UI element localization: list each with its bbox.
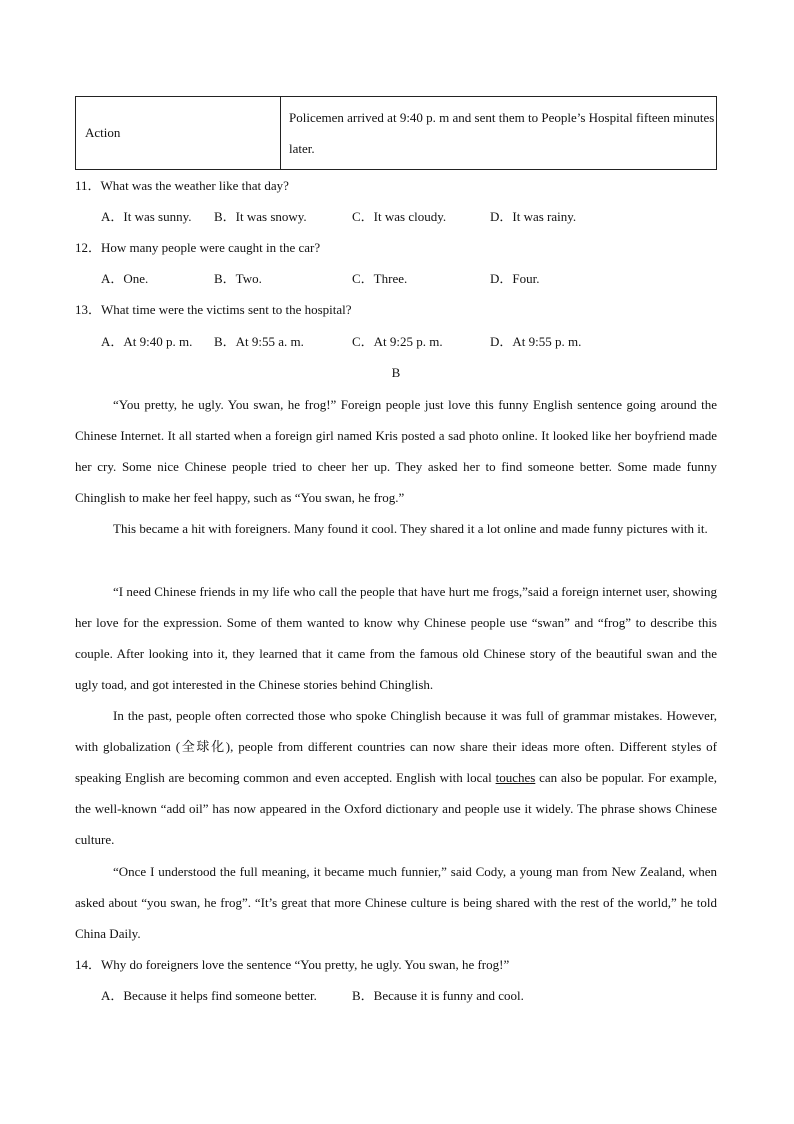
underlined-word: touches [495,770,536,786]
question-text: How many people were caught in the car? [101,240,321,255]
option-12-d: D．Four. [490,271,540,286]
option-11-a: A．It was sunny. [101,209,192,224]
passage-paragraph-2: This became a hit with foreigners. Many found it cool. They shared it a lot online and made funny pictures with it. [113,521,708,536]
passage-paragraph-4 [75,700,717,855]
option-13-a: A．At 9:40 p. m. [101,334,193,349]
question-13 [75,302,717,318]
question-11 [75,178,717,194]
option-12-b: B．Two. [214,271,262,286]
option-11-d: D．It was rainy. [490,209,577,224]
question-text: What time were the victims sent to the hospital? [101,302,352,317]
info-table [75,96,717,170]
passage-paragraph-5: “Once I understood the full meaning, it became much funnier,” said Cody, a young man from New Zealand, when asked about “you swan, he frog”. “It’s great that more Chinese culture is being shared with the rest of the world,” he told China Daily. [75,864,717,942]
option-13-c: C．At 9:25 p. m. [352,334,443,349]
question-14 [75,957,717,973]
paragraph-text: In the past, people often corrected those who spoke Chinglish because it was full of grammar mistakes. However, with globalization (全球化), people from different countries can now share their ideas more often. Different styles of speaking English are becoming common and even accepted. English with local [75,708,717,786]
table-label-cell: Action [76,97,281,170]
question-number: 11． [75,178,101,193]
question-number: 13． [75,302,102,317]
question-number: 12． [75,240,102,255]
table-row [76,97,717,170]
question-text: Why do foreigners love the sentence “You pretty, he ugly. You swan, he frog!” [101,957,510,972]
option-14-b: B．Because it is funny and cool. [352,988,524,1003]
option-11-c: C．It was cloudy. [352,209,447,224]
option-12-c: C．Three. [352,271,408,286]
section-heading: B [391,365,401,380]
paragraph-text: can also be popular. For example, the well-known “add oil” has now appeared in the Oxford dictionary and people use it widely. The phrase shows Chinese culture. [75,770,718,848]
option-14-a: A．Because it helps find someone better. [101,988,317,1003]
option-13-d: D．At 9:55 p. m. [490,334,582,349]
passage-paragraph-3: “I need Chinese friends in my life who call the people that have hurt me frogs,”said a foreign internet user, showing her love for the expression. Some of them wanted to know why Chinese people use “swan” and “frog” to describe this couple. After looking into it, they learned that it came from the famous old Chinese story of the beautiful swan and the ugly toad, and got interested in the Chinese stories behind Chinglish. [75,584,717,693]
question-number: 14． [75,957,102,972]
passage-paragraph-1: “You pretty, he ugly. You swan, he frog!” Foreign people just love this funny English sentence going around the Chinese Internet. It all started when a foreign girl named Kris posted a sad photo online. It looked like her boyfriend made her cry. Some nice Chinese people tried to cheer her up. They asked her to find someone better. Some made funny Chinglish to make her feel happy, such as “You swan, he frog.” [75,397,717,506]
table-content-cell: Policemen arrived at 9:40 p. m and sent them to People’s Hospital fifteen minutes later. [281,97,717,170]
question-12 [75,240,717,256]
question-text: What was the weather like that day? [100,178,289,193]
option-12-a: A．One. [101,271,149,286]
option-13-b: B．At 9:55 a. m. [214,334,304,349]
option-11-b: B．It was snowy. [214,209,307,224]
